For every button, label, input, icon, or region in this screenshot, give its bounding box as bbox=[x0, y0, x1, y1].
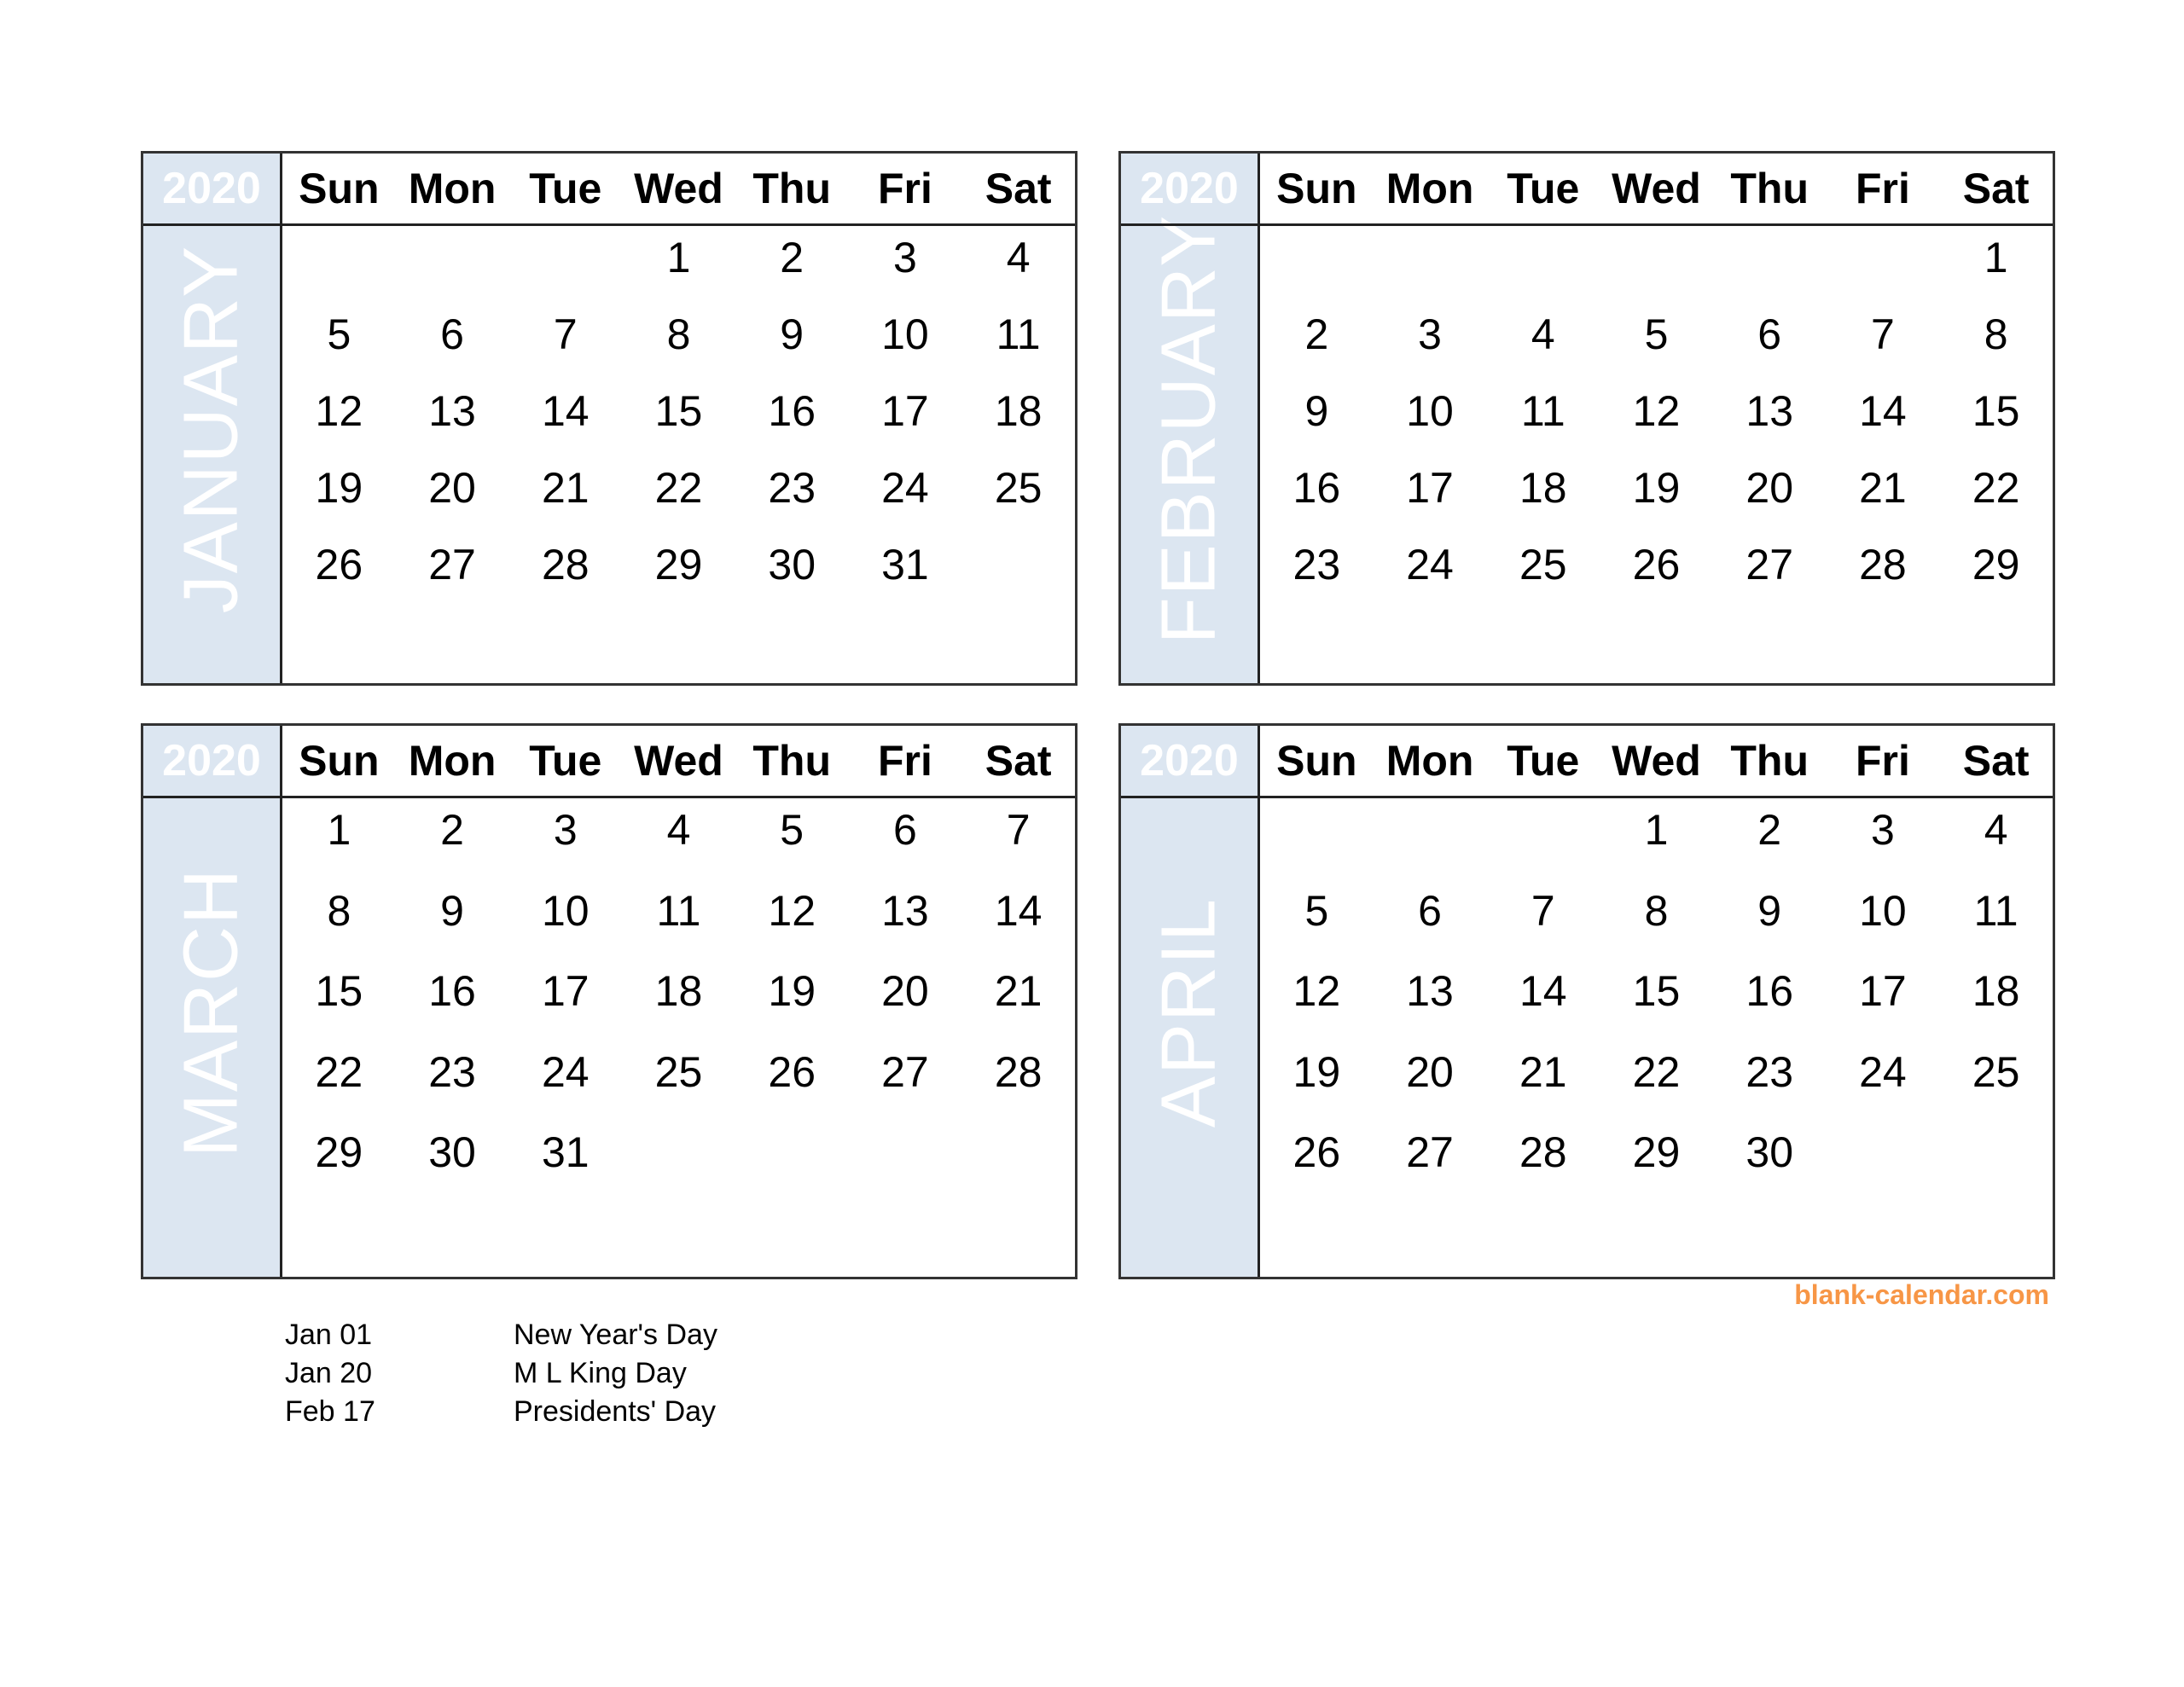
day-cell: 15 bbox=[1972, 387, 2020, 435]
day-cell: 13 bbox=[1406, 967, 1454, 1015]
day-cell: 19 bbox=[1632, 464, 1681, 512]
weekday-label: Tue bbox=[529, 737, 602, 785]
weekday-label: Wed bbox=[634, 737, 723, 785]
day-cell: 23 bbox=[1292, 541, 1341, 588]
holiday-date: Feb 17 bbox=[285, 1395, 375, 1428]
weekday-label: Sun bbox=[299, 737, 380, 785]
day-cell: 29 bbox=[315, 1128, 363, 1176]
holiday-list bbox=[285, 1316, 717, 1431]
weekday-header bbox=[282, 726, 1075, 796]
day-cell: 5 bbox=[1644, 310, 1669, 358]
empty-day-cell bbox=[1827, 230, 1940, 307]
weekday-label: Tue bbox=[529, 165, 602, 212]
day-cell: 26 bbox=[1292, 1128, 1341, 1176]
weekday-label: Thu bbox=[752, 737, 832, 785]
day-cell: 23 bbox=[1745, 1047, 1794, 1096]
day-cell: 16 bbox=[428, 967, 476, 1015]
day-cell: 4 bbox=[666, 806, 691, 854]
day-cell: 11 bbox=[656, 886, 701, 935]
day-cell: 31 bbox=[881, 541, 929, 588]
day-cell: 9 bbox=[1304, 387, 1329, 435]
day-cell: 10 bbox=[1859, 886, 1907, 935]
day-cell: 7 bbox=[1871, 310, 1895, 358]
day-cell: 4 bbox=[1984, 806, 2008, 854]
holiday-name: M L King Day bbox=[514, 1357, 687, 1389]
day-cell: 8 bbox=[1984, 310, 2008, 358]
header-divider bbox=[143, 796, 1075, 798]
day-cell: 13 bbox=[1745, 387, 1794, 435]
day-cell: 27 bbox=[428, 541, 476, 588]
day-cell: 18 bbox=[1972, 967, 2020, 1015]
empty-day-cell bbox=[396, 230, 509, 307]
weekday-label: Thu bbox=[752, 165, 832, 212]
month-name: MARCH bbox=[168, 867, 254, 1157]
weekday-label: Sat bbox=[985, 165, 1052, 212]
weekday-label: Sat bbox=[1962, 165, 2030, 212]
day-cell: 20 bbox=[881, 967, 929, 1015]
day-cell: 18 bbox=[994, 387, 1043, 435]
empty-day-cell bbox=[1374, 803, 1487, 884]
weekday-label: Mon bbox=[408, 737, 497, 785]
day-cell: 6 bbox=[1418, 886, 1442, 935]
weekday-label: Fri bbox=[1855, 165, 1910, 212]
day-grid bbox=[282, 803, 1075, 1206]
day-cell: 12 bbox=[1632, 387, 1681, 435]
day-cell: 1 bbox=[327, 806, 351, 854]
weekday-label: Wed bbox=[1612, 165, 1701, 212]
day-cell: 2 bbox=[1304, 310, 1329, 358]
weekday-label: Sun bbox=[299, 165, 380, 212]
day-cell: 27 bbox=[1406, 1128, 1454, 1176]
year-label: 2020 bbox=[1140, 164, 1239, 213]
day-cell: 3 bbox=[1418, 310, 1442, 358]
weekday-header bbox=[1260, 726, 2053, 796]
day-cell: 25 bbox=[994, 464, 1043, 512]
day-cell: 23 bbox=[768, 464, 816, 512]
month-april bbox=[1118, 723, 2055, 1279]
month-name: APRIL bbox=[1146, 896, 1232, 1128]
day-cell: 31 bbox=[541, 1128, 590, 1176]
weekday-label: Wed bbox=[1612, 737, 1701, 785]
weekday-header bbox=[282, 154, 1075, 223]
day-cell: 28 bbox=[994, 1047, 1043, 1096]
month-february bbox=[1118, 151, 2055, 686]
day-cell: 16 bbox=[1292, 464, 1341, 512]
day-cell: 21 bbox=[1519, 1047, 1567, 1096]
day-cell: 9 bbox=[780, 310, 804, 358]
empty-day-cell bbox=[1260, 230, 1374, 307]
empty-day-cell bbox=[1600, 230, 1713, 307]
day-cell: 24 bbox=[881, 464, 929, 512]
day-cell: 22 bbox=[654, 464, 703, 512]
day-cell: 3 bbox=[1871, 806, 1895, 854]
weekday-label: Fri bbox=[877, 165, 932, 212]
day-cell: 4 bbox=[1006, 234, 1031, 281]
day-cell: 14 bbox=[1519, 967, 1567, 1015]
day-cell: 26 bbox=[1632, 541, 1681, 588]
day-cell: 12 bbox=[768, 886, 816, 935]
day-cell: 7 bbox=[553, 310, 578, 358]
day-cell: 13 bbox=[428, 387, 476, 435]
year-label: 2020 bbox=[162, 736, 261, 786]
day-cell: 30 bbox=[428, 1128, 476, 1176]
day-cell: 20 bbox=[1406, 1047, 1454, 1096]
day-grid bbox=[1260, 803, 2053, 1206]
day-cell: 30 bbox=[1745, 1128, 1794, 1176]
day-cell: 16 bbox=[768, 387, 816, 435]
day-cell: 26 bbox=[768, 1047, 816, 1096]
empty-day-cell bbox=[1486, 230, 1600, 307]
empty-day-cell bbox=[1713, 230, 1827, 307]
day-cell: 28 bbox=[541, 541, 590, 588]
empty-day-cell bbox=[282, 230, 396, 307]
day-cell: 11 bbox=[996, 310, 1041, 358]
day-cell: 27 bbox=[881, 1047, 929, 1096]
month-sidebar bbox=[1121, 726, 1260, 1277]
empty-day-cell bbox=[508, 230, 622, 307]
holiday-name: Presidents' Day bbox=[514, 1395, 717, 1428]
day-cell: 5 bbox=[1304, 886, 1329, 935]
day-cell: 2 bbox=[440, 806, 464, 854]
day-cell: 3 bbox=[893, 234, 917, 281]
day-grid bbox=[1260, 230, 2053, 614]
day-cell: 12 bbox=[315, 387, 363, 435]
day-cell: 24 bbox=[541, 1047, 590, 1096]
holiday-date: Jan 01 bbox=[285, 1319, 373, 1351]
day-cell: 6 bbox=[893, 806, 917, 854]
day-cell: 2 bbox=[780, 234, 804, 281]
day-cell: 19 bbox=[768, 967, 816, 1015]
day-cell: 7 bbox=[1531, 886, 1555, 935]
day-cell: 8 bbox=[1644, 886, 1669, 935]
month-name: JANUARY bbox=[168, 244, 254, 614]
day-cell: 10 bbox=[881, 310, 929, 358]
weekday-label: Sat bbox=[1962, 737, 2030, 785]
day-cell: 29 bbox=[1972, 541, 2020, 588]
weekday-label: Sat bbox=[985, 737, 1052, 785]
holiday-row bbox=[285, 1316, 717, 1354]
weekday-label: Sun bbox=[1276, 737, 1357, 785]
day-cell: 17 bbox=[1859, 967, 1907, 1015]
weekday-label: Thu bbox=[1730, 737, 1809, 785]
month-january bbox=[141, 151, 1077, 686]
day-cell: 3 bbox=[553, 806, 578, 854]
day-cell: 19 bbox=[315, 464, 363, 512]
day-cell: 17 bbox=[1406, 464, 1454, 512]
day-cell: 17 bbox=[881, 387, 929, 435]
day-cell: 21 bbox=[994, 967, 1043, 1015]
day-cell: 16 bbox=[1745, 967, 1794, 1015]
day-cell: 21 bbox=[1859, 464, 1907, 512]
year-label: 2020 bbox=[162, 164, 261, 213]
day-cell: 25 bbox=[1519, 541, 1567, 588]
weekday-label: Mon bbox=[1385, 737, 1474, 785]
day-cell: 7 bbox=[1006, 806, 1031, 854]
day-cell: 15 bbox=[1632, 967, 1681, 1015]
day-cell: 1 bbox=[666, 234, 691, 281]
day-cell: 10 bbox=[541, 886, 590, 935]
weekday-label: Wed bbox=[634, 165, 723, 212]
day-cell: 2 bbox=[1757, 806, 1782, 854]
header-divider bbox=[143, 223, 1075, 226]
empty-day-cell bbox=[1374, 230, 1487, 307]
day-cell: 29 bbox=[1632, 1128, 1681, 1176]
day-cell: 22 bbox=[1632, 1047, 1681, 1096]
header-divider bbox=[1121, 796, 2053, 798]
day-cell: 19 bbox=[1292, 1047, 1341, 1096]
day-cell: 13 bbox=[881, 886, 929, 935]
month-sidebar bbox=[143, 154, 282, 683]
day-cell: 9 bbox=[440, 886, 464, 935]
day-cell: 22 bbox=[1972, 464, 2020, 512]
day-cell: 14 bbox=[994, 886, 1043, 935]
day-cell: 6 bbox=[1757, 310, 1782, 358]
day-cell: 8 bbox=[666, 310, 691, 358]
day-cell: 15 bbox=[315, 967, 363, 1015]
day-cell: 12 bbox=[1292, 967, 1341, 1015]
holiday-name: New Year's Day bbox=[514, 1319, 717, 1351]
day-cell: 21 bbox=[541, 464, 590, 512]
day-cell: 9 bbox=[1757, 886, 1782, 935]
month-name: FEBRUARY bbox=[1146, 213, 1232, 645]
empty-day-cell bbox=[1260, 803, 1374, 884]
day-cell: 29 bbox=[654, 541, 703, 588]
day-cell: 6 bbox=[440, 310, 464, 358]
day-cell: 11 bbox=[1973, 886, 2018, 935]
day-cell: 10 bbox=[1406, 387, 1454, 435]
day-cell: 15 bbox=[654, 387, 703, 435]
weekday-label: Mon bbox=[1385, 165, 1474, 212]
day-cell: 22 bbox=[315, 1047, 363, 1096]
month-sidebar bbox=[1121, 154, 1260, 683]
weekday-label: Fri bbox=[877, 737, 932, 785]
weekday-label: Thu bbox=[1730, 165, 1809, 212]
year-label: 2020 bbox=[1140, 736, 1239, 786]
weekday-label: Mon bbox=[408, 165, 497, 212]
day-cell: 23 bbox=[428, 1047, 476, 1096]
header-divider bbox=[1121, 223, 2053, 226]
day-cell: 28 bbox=[1859, 541, 1907, 588]
day-cell: 18 bbox=[654, 967, 703, 1015]
day-cell: 4 bbox=[1531, 310, 1555, 358]
empty-day-cell bbox=[1486, 803, 1600, 884]
day-cell: 24 bbox=[1859, 1047, 1907, 1096]
day-cell: 1 bbox=[1984, 234, 2008, 281]
month-march bbox=[141, 723, 1077, 1279]
day-cell: 24 bbox=[1406, 541, 1454, 588]
day-cell: 25 bbox=[1972, 1047, 2020, 1096]
day-cell: 17 bbox=[541, 967, 590, 1015]
day-cell: 18 bbox=[1519, 464, 1567, 512]
day-cell: 5 bbox=[780, 806, 804, 854]
weekday-label: Tue bbox=[1507, 737, 1580, 785]
holiday-row bbox=[285, 1393, 717, 1431]
day-grid bbox=[282, 230, 1075, 614]
month-sidebar bbox=[143, 726, 282, 1277]
day-cell: 20 bbox=[428, 464, 476, 512]
day-cell: 25 bbox=[654, 1047, 703, 1096]
weekday-header bbox=[1260, 154, 2053, 223]
day-cell: 30 bbox=[768, 541, 816, 588]
day-cell: 27 bbox=[1745, 541, 1794, 588]
day-cell: 20 bbox=[1745, 464, 1794, 512]
holiday-row bbox=[285, 1354, 717, 1393]
day-cell: 5 bbox=[327, 310, 351, 358]
day-cell: 8 bbox=[327, 886, 351, 935]
brand-link[interactable]: blank-calendar.com bbox=[1794, 1279, 2049, 1310]
day-cell: 28 bbox=[1519, 1128, 1567, 1176]
day-cell: 1 bbox=[1644, 806, 1669, 854]
day-cell: 26 bbox=[315, 541, 363, 588]
day-cell: 14 bbox=[1859, 387, 1907, 435]
weekday-label: Tue bbox=[1507, 165, 1580, 212]
day-cell: 14 bbox=[541, 387, 590, 435]
day-cell: 11 bbox=[1520, 387, 1565, 435]
weekday-label: Sun bbox=[1276, 165, 1357, 212]
holiday-date: Jan 20 bbox=[285, 1357, 373, 1389]
weekday-label: Fri bbox=[1855, 737, 1910, 785]
